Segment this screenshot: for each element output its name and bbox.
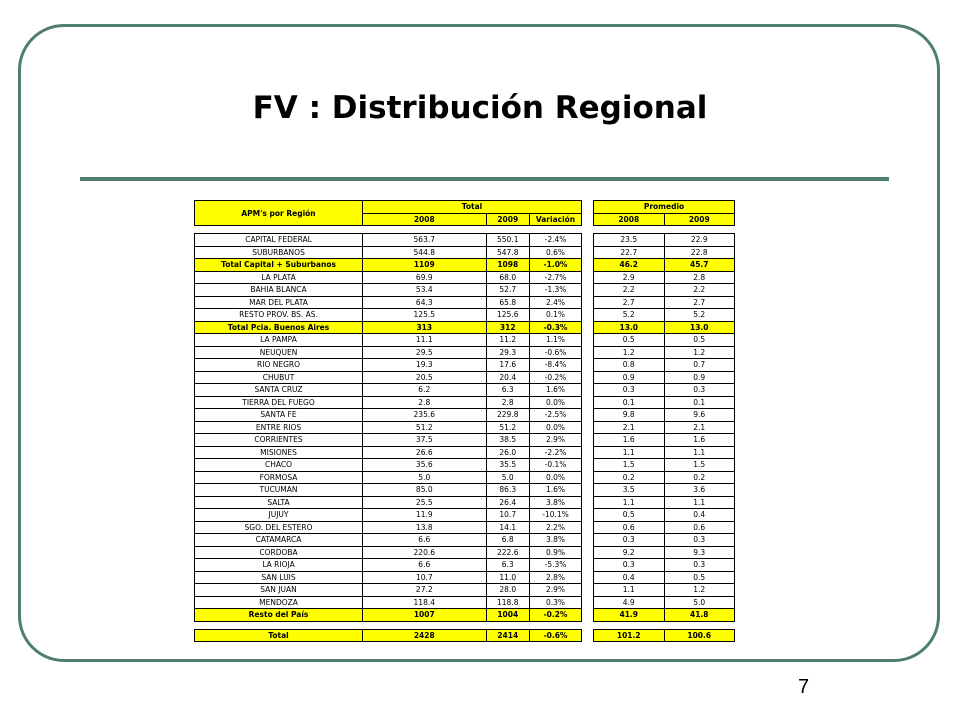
spacer-cell bbox=[195, 621, 582, 629]
promedio-2008-cell: 1.2 bbox=[594, 346, 665, 359]
variacion-cell: 2.9% bbox=[530, 584, 582, 597]
total-2008-cell: 53.4 bbox=[363, 284, 486, 297]
variacion-cell: -8.4% bbox=[530, 359, 582, 372]
variacion-cell: 0.1% bbox=[530, 309, 582, 322]
total-2009-cell: 550.1 bbox=[486, 234, 529, 247]
page-number: 7 bbox=[798, 676, 810, 698]
region-cell: BAHIA BLANCA bbox=[195, 284, 363, 297]
total-2008-cell: 11.1 bbox=[363, 334, 486, 347]
region-cell: NEUQUEN bbox=[195, 346, 363, 359]
region-header: APM's por Región bbox=[195, 201, 363, 226]
variacion-cell: -0.2% bbox=[530, 609, 582, 622]
promedio-2008-cell: 1.1 bbox=[594, 496, 665, 509]
region-cell: MISIONES bbox=[195, 446, 363, 459]
title-underline bbox=[80, 177, 889, 181]
table-row bbox=[195, 584, 582, 597]
region-cell: SALTA bbox=[195, 496, 363, 509]
total-2009-cell: 14.1 bbox=[486, 521, 529, 534]
promedio-2009-cell: 0.2 bbox=[664, 471, 735, 484]
region-cell: LA PLATA bbox=[195, 271, 363, 284]
total-2008-cell: 220.6 bbox=[363, 546, 486, 559]
promedio-2008-cell: 0.3 bbox=[594, 534, 665, 547]
spacer-row bbox=[594, 226, 735, 234]
table-row bbox=[195, 446, 582, 459]
subtotal-row bbox=[594, 609, 735, 622]
total-2009-cell: 26.0 bbox=[486, 446, 529, 459]
total-2008-cell: 19.3 bbox=[363, 359, 486, 372]
total-2009-cell: 6.3 bbox=[486, 559, 529, 572]
total-2008-cell: 1109 bbox=[363, 259, 486, 272]
header-row bbox=[594, 201, 735, 214]
total-2009-cell: 222.6 bbox=[486, 546, 529, 559]
total-header: Total bbox=[363, 201, 582, 214]
grand-total-row bbox=[195, 629, 582, 642]
region-cell: MAR DEL PLATA bbox=[195, 296, 363, 309]
table-row bbox=[195, 346, 582, 359]
promedio-2009-cell: 1.1 bbox=[664, 446, 735, 459]
table-row bbox=[594, 384, 735, 397]
region-cell: RIO NEGRO bbox=[195, 359, 363, 372]
promedio-2009-cell: 13.0 bbox=[664, 321, 735, 334]
total-2008-cell: 37.5 bbox=[363, 434, 486, 447]
region-cell: SGO. DEL ESTERO bbox=[195, 521, 363, 534]
variacion-cell: 2.4% bbox=[530, 296, 582, 309]
table-row bbox=[195, 421, 582, 434]
region-cell: Total Pcia. Buenos Aires bbox=[195, 321, 363, 334]
total-2008-cell: 118.4 bbox=[363, 596, 486, 609]
variacion-cell: 0.0% bbox=[530, 421, 582, 434]
table-row bbox=[195, 396, 582, 409]
total-2009-cell: 6.8 bbox=[486, 534, 529, 547]
table-row bbox=[195, 271, 582, 284]
table-row bbox=[594, 371, 735, 384]
total-2008-cell: 11.9 bbox=[363, 509, 486, 522]
total-2008-cell: 64.3 bbox=[363, 296, 486, 309]
promedio-2008-cell: 0.3 bbox=[594, 559, 665, 572]
total-2009-cell: 1098 bbox=[486, 259, 529, 272]
variacion-cell: -1.0% bbox=[530, 259, 582, 272]
table-row bbox=[594, 521, 735, 534]
promedio-2008-cell: 9.2 bbox=[594, 546, 665, 559]
promedio-2009-cell: 22.8 bbox=[664, 246, 735, 259]
promedio-2009-cell: 2.1 bbox=[664, 421, 735, 434]
spacer-cell bbox=[594, 621, 735, 629]
variacion-cell: 1.6% bbox=[530, 384, 582, 397]
table-row bbox=[594, 459, 735, 472]
subtotal-row bbox=[195, 321, 582, 334]
total-2008-cell: 1007 bbox=[363, 609, 486, 622]
total-2009-cell: 1004 bbox=[486, 609, 529, 622]
promedio-2008-cell: 1.5 bbox=[594, 459, 665, 472]
table-row bbox=[195, 484, 582, 497]
promedio-2009-cell: 45.7 bbox=[664, 259, 735, 272]
grand-total-row bbox=[594, 629, 735, 642]
region-cell: MENDOZA bbox=[195, 596, 363, 609]
region-cell: ENTRE RIOS bbox=[195, 421, 363, 434]
table-row bbox=[195, 334, 582, 347]
promedio-2008-cell: 0.3 bbox=[594, 384, 665, 397]
table-row bbox=[594, 271, 735, 284]
header-row bbox=[594, 213, 735, 226]
total-2009-cell: 17.6 bbox=[486, 359, 529, 372]
total-2008-cell: 544.8 bbox=[363, 246, 486, 259]
total-2008-cell: 2.8 bbox=[363, 396, 486, 409]
promedio-2008-cell: 0.4 bbox=[594, 571, 665, 584]
variacion-cell: 1.6% bbox=[530, 484, 582, 497]
subtotal-row bbox=[195, 259, 582, 272]
promedio-2008-cell: 2.9 bbox=[594, 271, 665, 284]
table-row bbox=[195, 359, 582, 372]
table-row bbox=[594, 546, 735, 559]
table-row bbox=[195, 384, 582, 397]
region-cell: FORMOSA bbox=[195, 471, 363, 484]
table-row bbox=[195, 409, 582, 422]
promedio-2009-cell: 2.8 bbox=[664, 271, 735, 284]
variacion-cell: -0.1% bbox=[530, 459, 582, 472]
promedio-2008-cell: 4.9 bbox=[594, 596, 665, 609]
total-2008-cell: 29.5 bbox=[363, 346, 486, 359]
variacion-cell: 0.0% bbox=[530, 471, 582, 484]
variacion-cell: 2.2% bbox=[530, 521, 582, 534]
total-2009-cell: 312 bbox=[486, 321, 529, 334]
table-row bbox=[594, 234, 735, 247]
promedio-2009-cell: 5.0 bbox=[664, 596, 735, 609]
subtotal-row bbox=[195, 609, 582, 622]
promedio-2009-cell: 1.2 bbox=[664, 346, 735, 359]
promedio-header: Promedio bbox=[594, 201, 735, 214]
table-row bbox=[594, 584, 735, 597]
region-cell: CATAMARCA bbox=[195, 534, 363, 547]
promedio-2009-cell: 0.3 bbox=[664, 559, 735, 572]
promedio-2009-cell: 22.9 bbox=[664, 234, 735, 247]
table-row bbox=[195, 496, 582, 509]
variacion-cell: 0.9% bbox=[530, 546, 582, 559]
total-2009-cell: 11.2 bbox=[486, 334, 529, 347]
variacion-cell: -0.2% bbox=[530, 371, 582, 384]
table-row bbox=[195, 284, 582, 297]
table-row bbox=[195, 534, 582, 547]
region-cell: SAN JUAN bbox=[195, 584, 363, 597]
promedio-2009-cell: 9.3 bbox=[664, 546, 735, 559]
table-row bbox=[594, 571, 735, 584]
table-row bbox=[594, 446, 735, 459]
total-2009-cell: 229.8 bbox=[486, 409, 529, 422]
table-row bbox=[594, 534, 735, 547]
total-2008-cell: 10.7 bbox=[363, 571, 486, 584]
total-2009-cell: 68.0 bbox=[486, 271, 529, 284]
year-2008-header: 2008 bbox=[594, 213, 665, 226]
region-cell: CORDOBA bbox=[195, 546, 363, 559]
total-2008-cell: 2428 bbox=[363, 629, 486, 642]
total-2009-cell: 29.3 bbox=[486, 346, 529, 359]
year-2009-header: 2009 bbox=[664, 213, 735, 226]
total-2009-cell: 11.0 bbox=[486, 571, 529, 584]
variacion-cell: 2.9% bbox=[530, 434, 582, 447]
region-cell: Total bbox=[195, 629, 363, 642]
region-cell: Total Capital + Suburbanos bbox=[195, 259, 363, 272]
spacer-row bbox=[594, 621, 735, 629]
region-cell: CAPITAL FEDERAL bbox=[195, 234, 363, 247]
variacion-cell: 3.8% bbox=[530, 534, 582, 547]
variacion-header: Variación bbox=[530, 213, 582, 226]
total-2009-cell: 2414 bbox=[486, 629, 529, 642]
region-cell: SANTA CRUZ bbox=[195, 384, 363, 397]
table-row bbox=[195, 459, 582, 472]
promedio-2008-cell: 101.2 bbox=[594, 629, 665, 642]
total-2008-cell: 25.5 bbox=[363, 496, 486, 509]
region-cell: RESTO PROV. BS. AS. bbox=[195, 309, 363, 322]
promedio-table bbox=[593, 200, 735, 642]
region-cell: SANTA FE bbox=[195, 409, 363, 422]
table-row bbox=[594, 509, 735, 522]
variacion-cell: -2.7% bbox=[530, 271, 582, 284]
promedio-2008-cell: 3.5 bbox=[594, 484, 665, 497]
table-row bbox=[594, 496, 735, 509]
region-cell: TUCUMAN bbox=[195, 484, 363, 497]
table-row bbox=[195, 546, 582, 559]
variacion-cell: -2.2% bbox=[530, 446, 582, 459]
total-2009-cell: 2.8 bbox=[486, 396, 529, 409]
total-2008-cell: 563.7 bbox=[363, 234, 486, 247]
total-2008-cell: 6.2 bbox=[363, 384, 486, 397]
table-row bbox=[594, 296, 735, 309]
total-2009-cell: 5.0 bbox=[486, 471, 529, 484]
total-2009-cell: 51.2 bbox=[486, 421, 529, 434]
total-2009-cell: 547.8 bbox=[486, 246, 529, 259]
spacer-row bbox=[195, 621, 582, 629]
table-row bbox=[594, 559, 735, 572]
table-row bbox=[195, 296, 582, 309]
variacion-cell: 0.6% bbox=[530, 246, 582, 259]
total-2009-cell: 118.8 bbox=[486, 596, 529, 609]
promedio-2008-cell: 5.2 bbox=[594, 309, 665, 322]
promedio-2009-cell: 100.6 bbox=[664, 629, 735, 642]
promedio-2008-cell: 22.7 bbox=[594, 246, 665, 259]
variacion-cell: -5.3% bbox=[530, 559, 582, 572]
table-row bbox=[594, 421, 735, 434]
variacion-cell: -0.6% bbox=[530, 629, 582, 642]
promedio-2009-cell: 2.7 bbox=[664, 296, 735, 309]
total-2008-cell: 26.6 bbox=[363, 446, 486, 459]
total-2009-cell: 52.7 bbox=[486, 284, 529, 297]
total-2008-cell: 6.6 bbox=[363, 534, 486, 547]
total-2009-cell: 35.5 bbox=[486, 459, 529, 472]
table-row bbox=[594, 284, 735, 297]
table-row bbox=[594, 346, 735, 359]
total-2008-cell: 5.0 bbox=[363, 471, 486, 484]
spacer-cell bbox=[594, 226, 735, 234]
region-cell: SAN LUIS bbox=[195, 571, 363, 584]
promedio-2008-cell: 41.9 bbox=[594, 609, 665, 622]
promedio-2008-cell: 13.0 bbox=[594, 321, 665, 334]
subtotal-row bbox=[594, 321, 735, 334]
promedio-2009-cell: 1.1 bbox=[664, 496, 735, 509]
spacer-cell bbox=[195, 226, 582, 234]
year-2009-header: 2009 bbox=[486, 213, 529, 226]
total-table bbox=[194, 200, 582, 642]
promedio-2009-cell: 0.1 bbox=[664, 396, 735, 409]
promedio-2009-cell: 0.6 bbox=[664, 521, 735, 534]
subtotal-row bbox=[594, 259, 735, 272]
total-2008-cell: 125.5 bbox=[363, 309, 486, 322]
table-row bbox=[195, 246, 582, 259]
promedio-2009-cell: 1.2 bbox=[664, 584, 735, 597]
spacer-row bbox=[195, 226, 582, 234]
promedio-2008-cell: 46.2 bbox=[594, 259, 665, 272]
promedio-2009-cell: 1.6 bbox=[664, 434, 735, 447]
promedio-2009-cell: 0.3 bbox=[664, 384, 735, 397]
promedio-2009-cell: 0.5 bbox=[664, 571, 735, 584]
total-2009-cell: 86.3 bbox=[486, 484, 529, 497]
total-2008-cell: 235.6 bbox=[363, 409, 486, 422]
region-cell: Resto del País bbox=[195, 609, 363, 622]
promedio-2008-cell: 2.1 bbox=[594, 421, 665, 434]
table-row bbox=[594, 334, 735, 347]
total-2009-cell: 26.4 bbox=[486, 496, 529, 509]
table-row bbox=[195, 309, 582, 322]
table-row bbox=[594, 434, 735, 447]
table-row bbox=[594, 596, 735, 609]
total-2009-cell: 10.7 bbox=[486, 509, 529, 522]
total-2009-cell: 125.6 bbox=[486, 309, 529, 322]
promedio-2008-cell: 1.1 bbox=[594, 584, 665, 597]
promedio-2008-cell: 0.5 bbox=[594, 509, 665, 522]
promedio-2009-cell: 9.6 bbox=[664, 409, 735, 422]
variacion-cell: 0.0% bbox=[530, 396, 582, 409]
promedio-2009-cell: 0.4 bbox=[664, 509, 735, 522]
promedio-2008-cell: 0.2 bbox=[594, 471, 665, 484]
promedio-2008-cell: 0.1 bbox=[594, 396, 665, 409]
variacion-cell: 2.8% bbox=[530, 571, 582, 584]
table-row bbox=[195, 521, 582, 534]
total-2008-cell: 27.2 bbox=[363, 584, 486, 597]
variacion-cell: 3.8% bbox=[530, 496, 582, 509]
total-2009-cell: 28.0 bbox=[486, 584, 529, 597]
total-2008-cell: 51.2 bbox=[363, 421, 486, 434]
table-row bbox=[195, 434, 582, 447]
promedio-2009-cell: 41.8 bbox=[664, 609, 735, 622]
total-2009-cell: 20.4 bbox=[486, 371, 529, 384]
promedio-2008-cell: 1.1 bbox=[594, 446, 665, 459]
table-row bbox=[195, 559, 582, 572]
region-cell: CHACO bbox=[195, 459, 363, 472]
header-row bbox=[195, 201, 582, 214]
promedio-2008-cell: 0.9 bbox=[594, 371, 665, 384]
total-2009-cell: 65.8 bbox=[486, 296, 529, 309]
total-2008-cell: 6.6 bbox=[363, 559, 486, 572]
table-row bbox=[594, 396, 735, 409]
variacion-cell: -2.4% bbox=[530, 234, 582, 247]
region-cell: TIERRA DEL FUEGO bbox=[195, 396, 363, 409]
promedio-2008-cell: 9.8 bbox=[594, 409, 665, 422]
promedio-2009-cell: 5.2 bbox=[664, 309, 735, 322]
table-row bbox=[195, 571, 582, 584]
total-2008-cell: 313 bbox=[363, 321, 486, 334]
promedio-2009-cell: 0.7 bbox=[664, 359, 735, 372]
promedio-2008-cell: 0.6 bbox=[594, 521, 665, 534]
table-row bbox=[195, 371, 582, 384]
table-row bbox=[594, 409, 735, 422]
region-cell: CHUBUT bbox=[195, 371, 363, 384]
variacion-cell: 0.3% bbox=[530, 596, 582, 609]
total-2008-cell: 13.8 bbox=[363, 521, 486, 534]
region-cell: JUJUY bbox=[195, 509, 363, 522]
variacion-cell: -2.5% bbox=[530, 409, 582, 422]
variacion-cell: 1.1% bbox=[530, 334, 582, 347]
promedio-2008-cell: 2.2 bbox=[594, 284, 665, 297]
variacion-cell: -1.3% bbox=[530, 284, 582, 297]
table-row bbox=[594, 359, 735, 372]
variacion-cell: -0.6% bbox=[530, 346, 582, 359]
slide-title: FV : Distribución Regional bbox=[252, 90, 708, 126]
total-2008-cell: 35.6 bbox=[363, 459, 486, 472]
variacion-cell: -0.3% bbox=[530, 321, 582, 334]
promedio-2008-cell: 0.8 bbox=[594, 359, 665, 372]
region-cell: CORRIENTES bbox=[195, 434, 363, 447]
total-2008-cell: 20.5 bbox=[363, 371, 486, 384]
table-row bbox=[195, 471, 582, 484]
table-row bbox=[195, 596, 582, 609]
total-2008-cell: 85.0 bbox=[363, 484, 486, 497]
promedio-2009-cell: 0.3 bbox=[664, 534, 735, 547]
region-cell: LA RIOJA bbox=[195, 559, 363, 572]
table-row bbox=[594, 484, 735, 497]
variacion-cell: -10.1% bbox=[530, 509, 582, 522]
promedio-2008-cell: 1.6 bbox=[594, 434, 665, 447]
promedio-2009-cell: 2.2 bbox=[664, 284, 735, 297]
table-row bbox=[594, 309, 735, 322]
total-2008-cell: 69.9 bbox=[363, 271, 486, 284]
promedio-2008-cell: 23.5 bbox=[594, 234, 665, 247]
year-2008-header: 2008 bbox=[363, 213, 486, 226]
region-cell: SUBURBANOS bbox=[195, 246, 363, 259]
promedio-2008-cell: 2.7 bbox=[594, 296, 665, 309]
promedio-2009-cell: 0.5 bbox=[664, 334, 735, 347]
promedio-2008-cell: 0.5 bbox=[594, 334, 665, 347]
table-row bbox=[195, 234, 582, 247]
total-2009-cell: 38.5 bbox=[486, 434, 529, 447]
total-2009-cell: 6.3 bbox=[486, 384, 529, 397]
table-row bbox=[594, 471, 735, 484]
promedio-2009-cell: 0.9 bbox=[664, 371, 735, 384]
table-row bbox=[195, 509, 582, 522]
promedio-2009-cell: 3.6 bbox=[664, 484, 735, 497]
promedio-2009-cell: 1.5 bbox=[664, 459, 735, 472]
region-cell: LA PAMPA bbox=[195, 334, 363, 347]
table-row bbox=[594, 246, 735, 259]
